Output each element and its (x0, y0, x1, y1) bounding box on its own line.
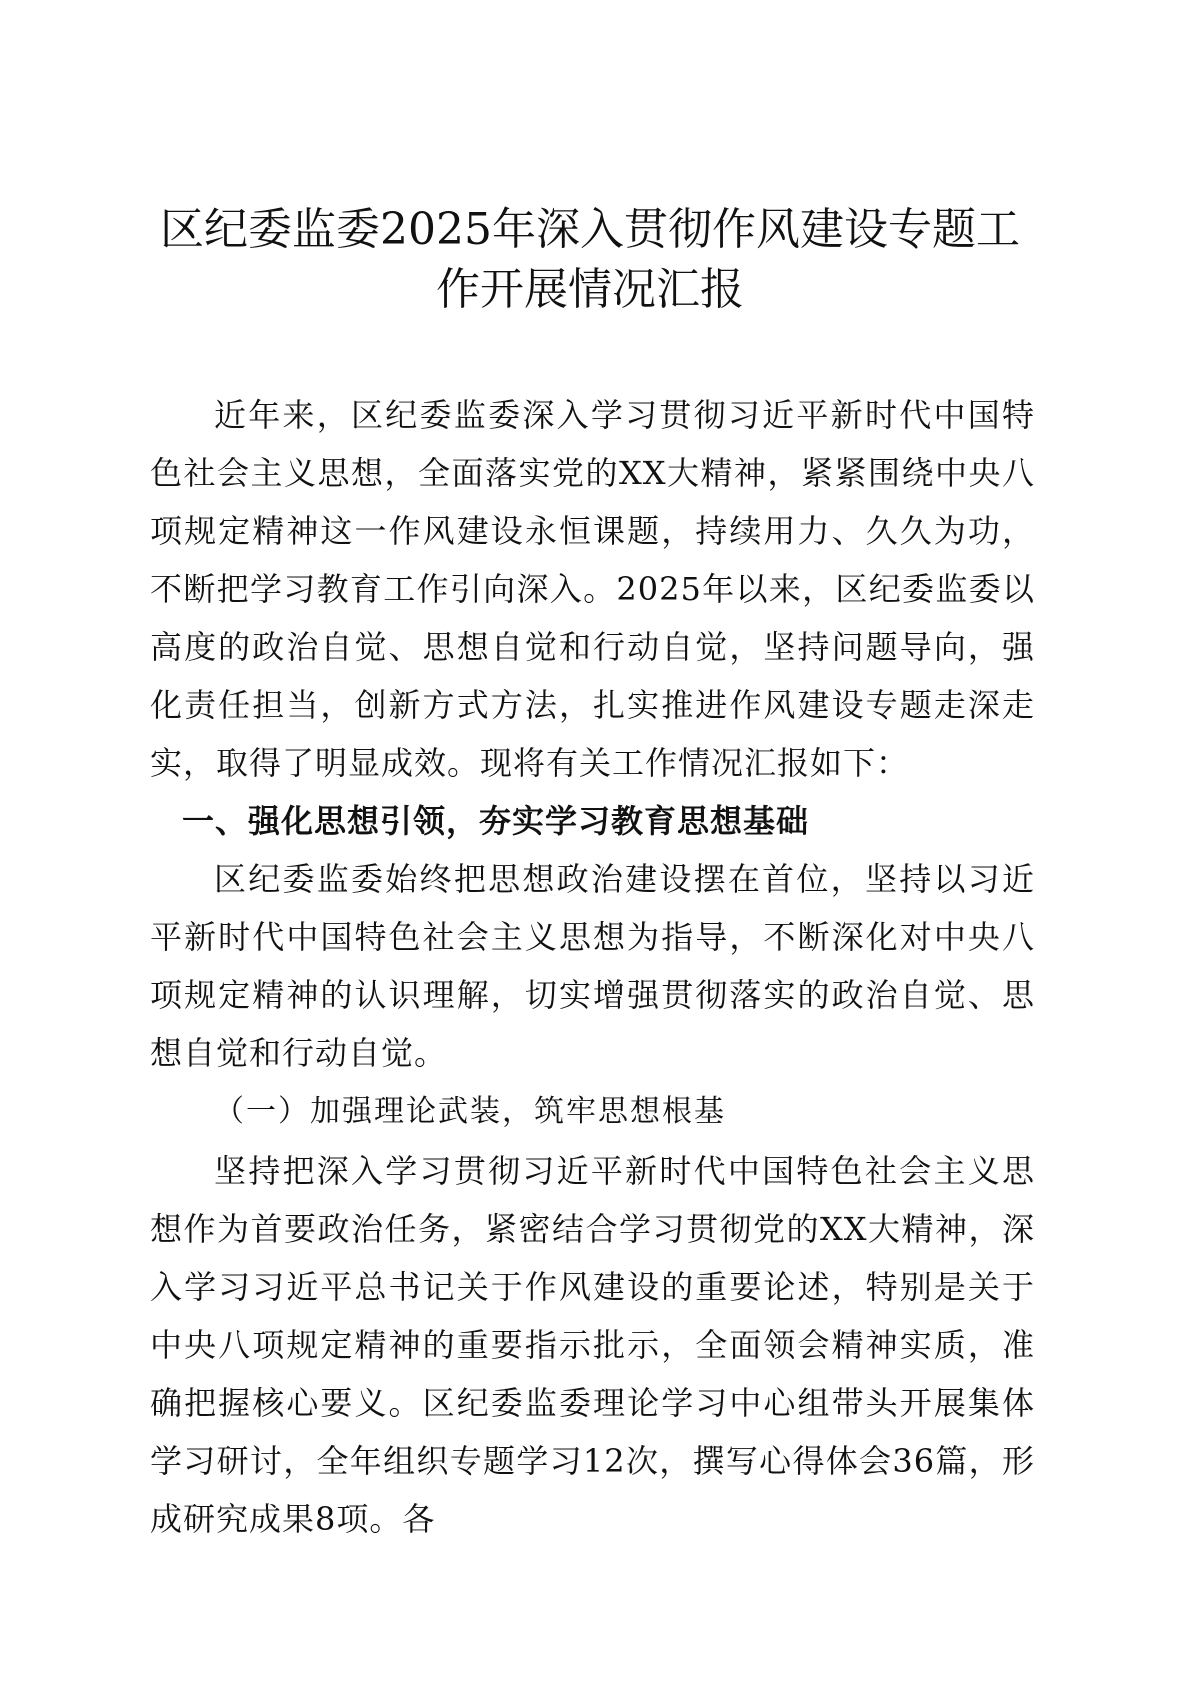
section-heading-1: 一、强化思想引领，夯实学习教育思想基础 (182, 802, 810, 840)
intro-paragraph: 近年来，区纪委监委深入学习贯彻习近平新时代中国特色社会主义思想，全面落实党的XX大精神，紧紧围绕中央八项规定精神这一作风建设永恒课题，持续用力、久久为功，不断把学习教育工作引向深入。2025年以来，区纪委监委以高度的政治自觉、思想自觉和行动自觉，坚持问题导向，强化责任担当，创新方式方法，扎实推进作风建设专题走深走实，取得了明显成效。现将有关工作情况汇报如下： (150, 396, 1035, 782)
document-title: 区纪委监委2025年深入贯彻作风建设专题工作开展情况汇报 (160, 204, 1020, 315)
subsection-1-paragraph: 坚持把深入学习贯彻习近平新时代中国特色社会主义思想作为首要政治任务，紧密结合学习贯彻党的XX大精神，深入学习习近平总书记关于作风建设的重要论述，特别是关于中央八项规定精神的重要指示批示，全面领会精神实质，准确把握核心要义。区纪委监委理论学习中心组带头开展集体学习研讨，全年组织专题学习12次，撰写心得体会36篇，形成研究成果8项。各 (150, 1152, 1035, 1538)
subsection-heading-1: （一）加强理论武装，筑牢思想根基 (214, 1094, 726, 1129)
section-1-paragraph: 区纪委监委始终把思想政治建设摆在首位，坚持以习近平新时代中国特色社会主义思想为指导，不断深化对中央八项规定精神的认识理解，切实增强贯彻落实的政治自觉、思想自觉和行动自觉。 (150, 860, 1035, 1072)
document-body (150, 386, 1035, 1548)
